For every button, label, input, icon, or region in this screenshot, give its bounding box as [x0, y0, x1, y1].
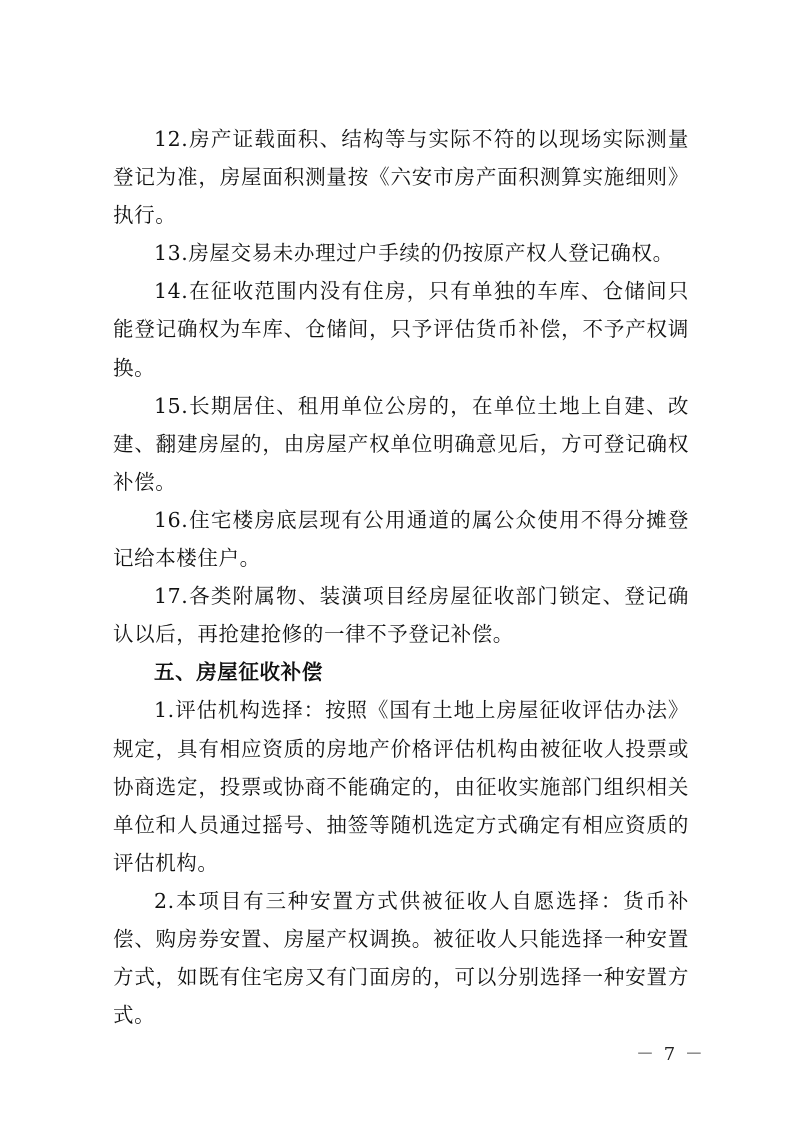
section-paragraph-2: 2.本项目有三种安置方式供被征收人自愿选择：货币补偿、购房券安置、房屋产权调换。被征收人只能选择一种安置方式，如既有住宅房又有门面房的，可以分别选择一种安置方式。 — [113, 888, 689, 1028]
section-paragraph-1: 1.评估机构选择：按照《国有土地上房屋征收评估办法》规定，具有相应资质的房地产价格评估机构由被征收人投票或协商选定，投票或协商不能确定的，由征收实施部门组织相关单位和人员通过摇号、抽签等随机选定方式确定有相应资质的评估机构。 — [113, 698, 689, 875]
paragraph-13: 13.房屋交易未办理过户手续的仍按原产权人登记确权。 — [154, 241, 674, 266]
paragraph-16: 16.住宅楼房底层现有公用通道的属公众使用不得分摊登记给本楼住户。 — [113, 507, 689, 571]
section-heading: 五、房屋征收补偿 — [154, 660, 323, 685]
page-number: － 7 － — [636, 1044, 705, 1065]
paragraph-17: 17.各类附属物、装潢项目经房屋征收部门锁定、登记确认以后，再抢建抢修的一律不予登记补偿。 — [113, 584, 689, 647]
document-body — [113, 120, 689, 1034]
paragraph-12: 12.房产证载面积、结构等与实际不符的以现场实际测量登记为准，房屋面积测量按《六安市房产面积测算实施细则》执行。 — [113, 127, 689, 228]
paragraph-15: 15.长期居住、租用单位公房的，在单位土地上自建、改建、翻建房屋的，由房屋产权单位明确意见后，方可登记确权补偿。 — [113, 393, 689, 494]
paragraph-14: 14.在征收范围内没有住房，只有单独的车库、仓储间只能登记确权为车库、仓储间，只予评估货币补偿，不予产权调换。 — [113, 279, 689, 380]
